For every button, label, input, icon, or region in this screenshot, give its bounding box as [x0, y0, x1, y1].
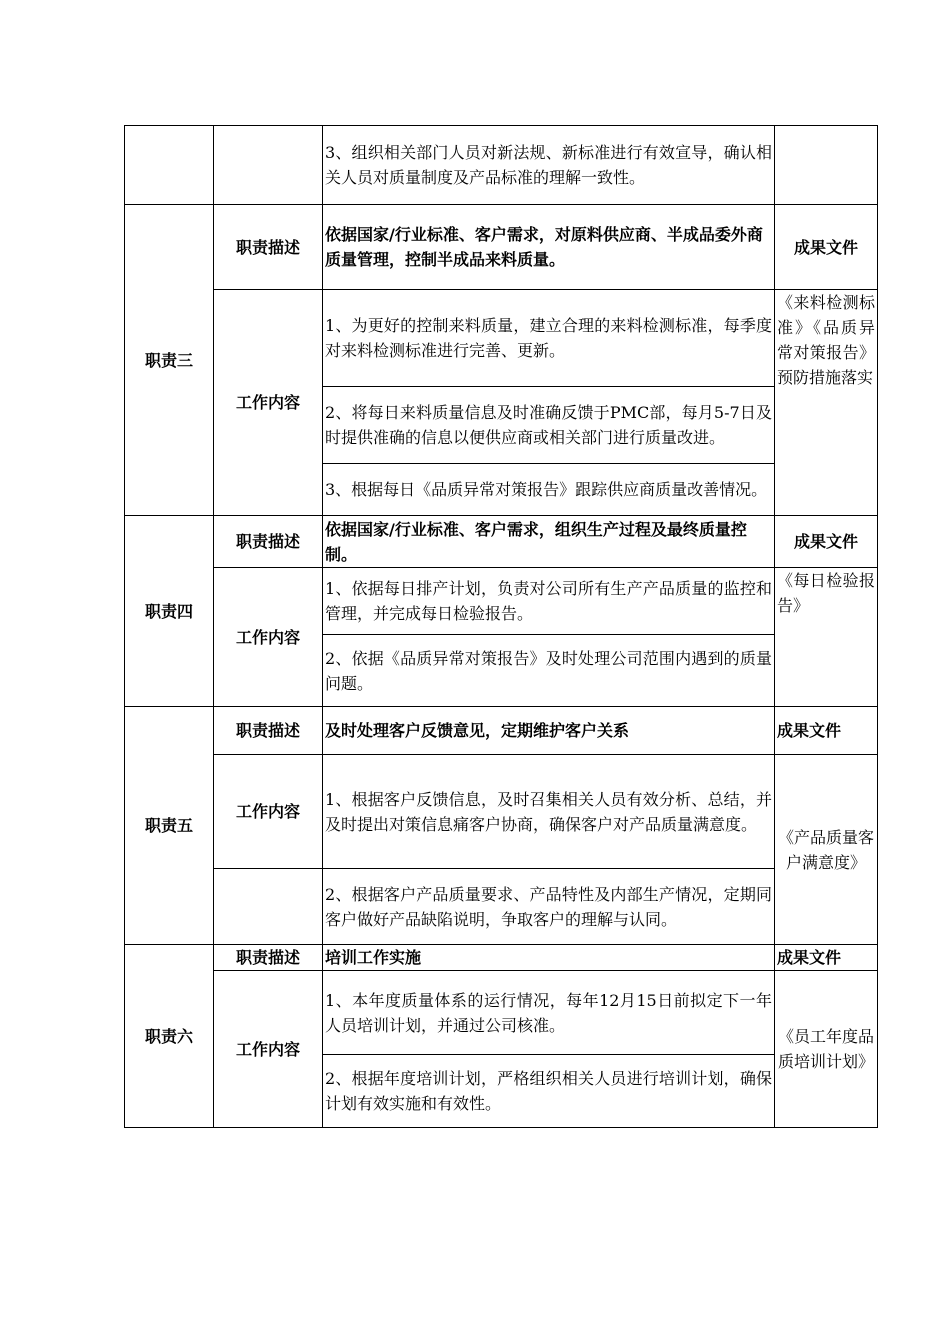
- desc-label: 职责描述: [214, 945, 323, 971]
- table-row: [125, 971, 878, 1055]
- work-item: 3、根据每日《品质异常对策报告》跟踪供应商质量改善情况。: [323, 464, 775, 516]
- content-label: 工作内容: [214, 971, 323, 1128]
- table-row: [125, 869, 878, 945]
- result-document: 《来料检测标准》《品质异常对策报告》预防措施落实: [775, 290, 878, 516]
- duty-name: 职责五: [125, 707, 214, 945]
- duty-name: 职责三: [125, 205, 214, 516]
- desc-label: 职责描述: [214, 205, 323, 290]
- result-document: 《员工年度品质培训计划》: [775, 971, 878, 1128]
- content-label: 工作内容: [214, 290, 323, 516]
- table-row: [125, 516, 878, 568]
- empty-cell: [214, 869, 323, 945]
- work-item: 2、将每日来料质量信息及时准确反馈于PMC部，每月5-7日及时提供准确的信息以便供应商或相关部门进行质量改进。: [323, 387, 775, 464]
- empty-cell: [214, 126, 323, 205]
- work-item: 2、根据年度培训计划，严格组织相关人员进行培训计划，确保计划有效实施和有效性。: [323, 1055, 775, 1128]
- duty-name: 职责六: [125, 945, 214, 1128]
- content-label: 工作内容: [214, 755, 323, 869]
- work-item: 1、本年度质量体系的运行情况，每年12月15日前拟定下一年人员培训计划，并通过公司核准。: [323, 971, 775, 1055]
- work-item: 1、根据客户反馈信息，及时召集相关人员有效分析、总结，并及时提出对策信息痛客户协商，确保客户对产品质量满意度。: [323, 755, 775, 869]
- desc-label: 职责描述: [214, 707, 323, 755]
- duty-description: 依据国家/行业标准、客户需求，对原料供应商、半成品委外商质量管理，控制半成品来料质量。: [323, 205, 775, 290]
- empty-cell: [125, 126, 214, 205]
- table-row: [125, 205, 878, 290]
- result-header: 成果文件: [775, 516, 878, 568]
- work-item: 2、根据客户产品质量要求、产品特性及内部生产情况，定期同客户做好产品缺陷说明，争取客户的理解与认同。: [323, 869, 775, 945]
- table-row: [125, 945, 878, 971]
- empty-cell: [775, 126, 878, 205]
- duty-table: [124, 125, 878, 1128]
- work-item: 1、依据每日排产计划，负责对公司所有生产产品质量的监控和管理，并完成每日检验报告。: [323, 568, 775, 635]
- duty-description: 培训工作实施: [323, 945, 775, 971]
- result-document: 《产品质量客户满意度》: [775, 755, 878, 945]
- table-row: [125, 290, 878, 387]
- result-document: 《每日检验报告》: [775, 568, 878, 707]
- table-row: [125, 126, 878, 205]
- duty-description: 依据国家/行业标准、客户需求，组织生产过程及最终质量控制。: [323, 516, 775, 568]
- result-header: 成果文件: [775, 707, 878, 755]
- work-item: 1、为更好的控制来料质量，建立合理的来料检测标准，每季度对来料检测标准进行完善、更新。: [323, 290, 775, 387]
- table-row: [125, 755, 878, 869]
- work-item: 2、依据《品质异常对策报告》及时处理公司范围内遇到的质量问题。: [323, 635, 775, 707]
- work-item: 3、组织相关部门人员对新法规、新标准进行有效宣导，确认相关人员对质量制度及产品标准的理解一致性。: [323, 126, 775, 205]
- result-header: 成果文件: [775, 205, 878, 290]
- desc-label: 职责描述: [214, 516, 323, 568]
- duty-description: 及时处理客户反馈意见，定期维护客户关系: [323, 707, 775, 755]
- content-label: 工作内容: [214, 568, 323, 707]
- duty-name: 职责四: [125, 516, 214, 707]
- result-header: 成果文件: [775, 945, 878, 971]
- table-row: [125, 707, 878, 755]
- table-row: [125, 568, 878, 635]
